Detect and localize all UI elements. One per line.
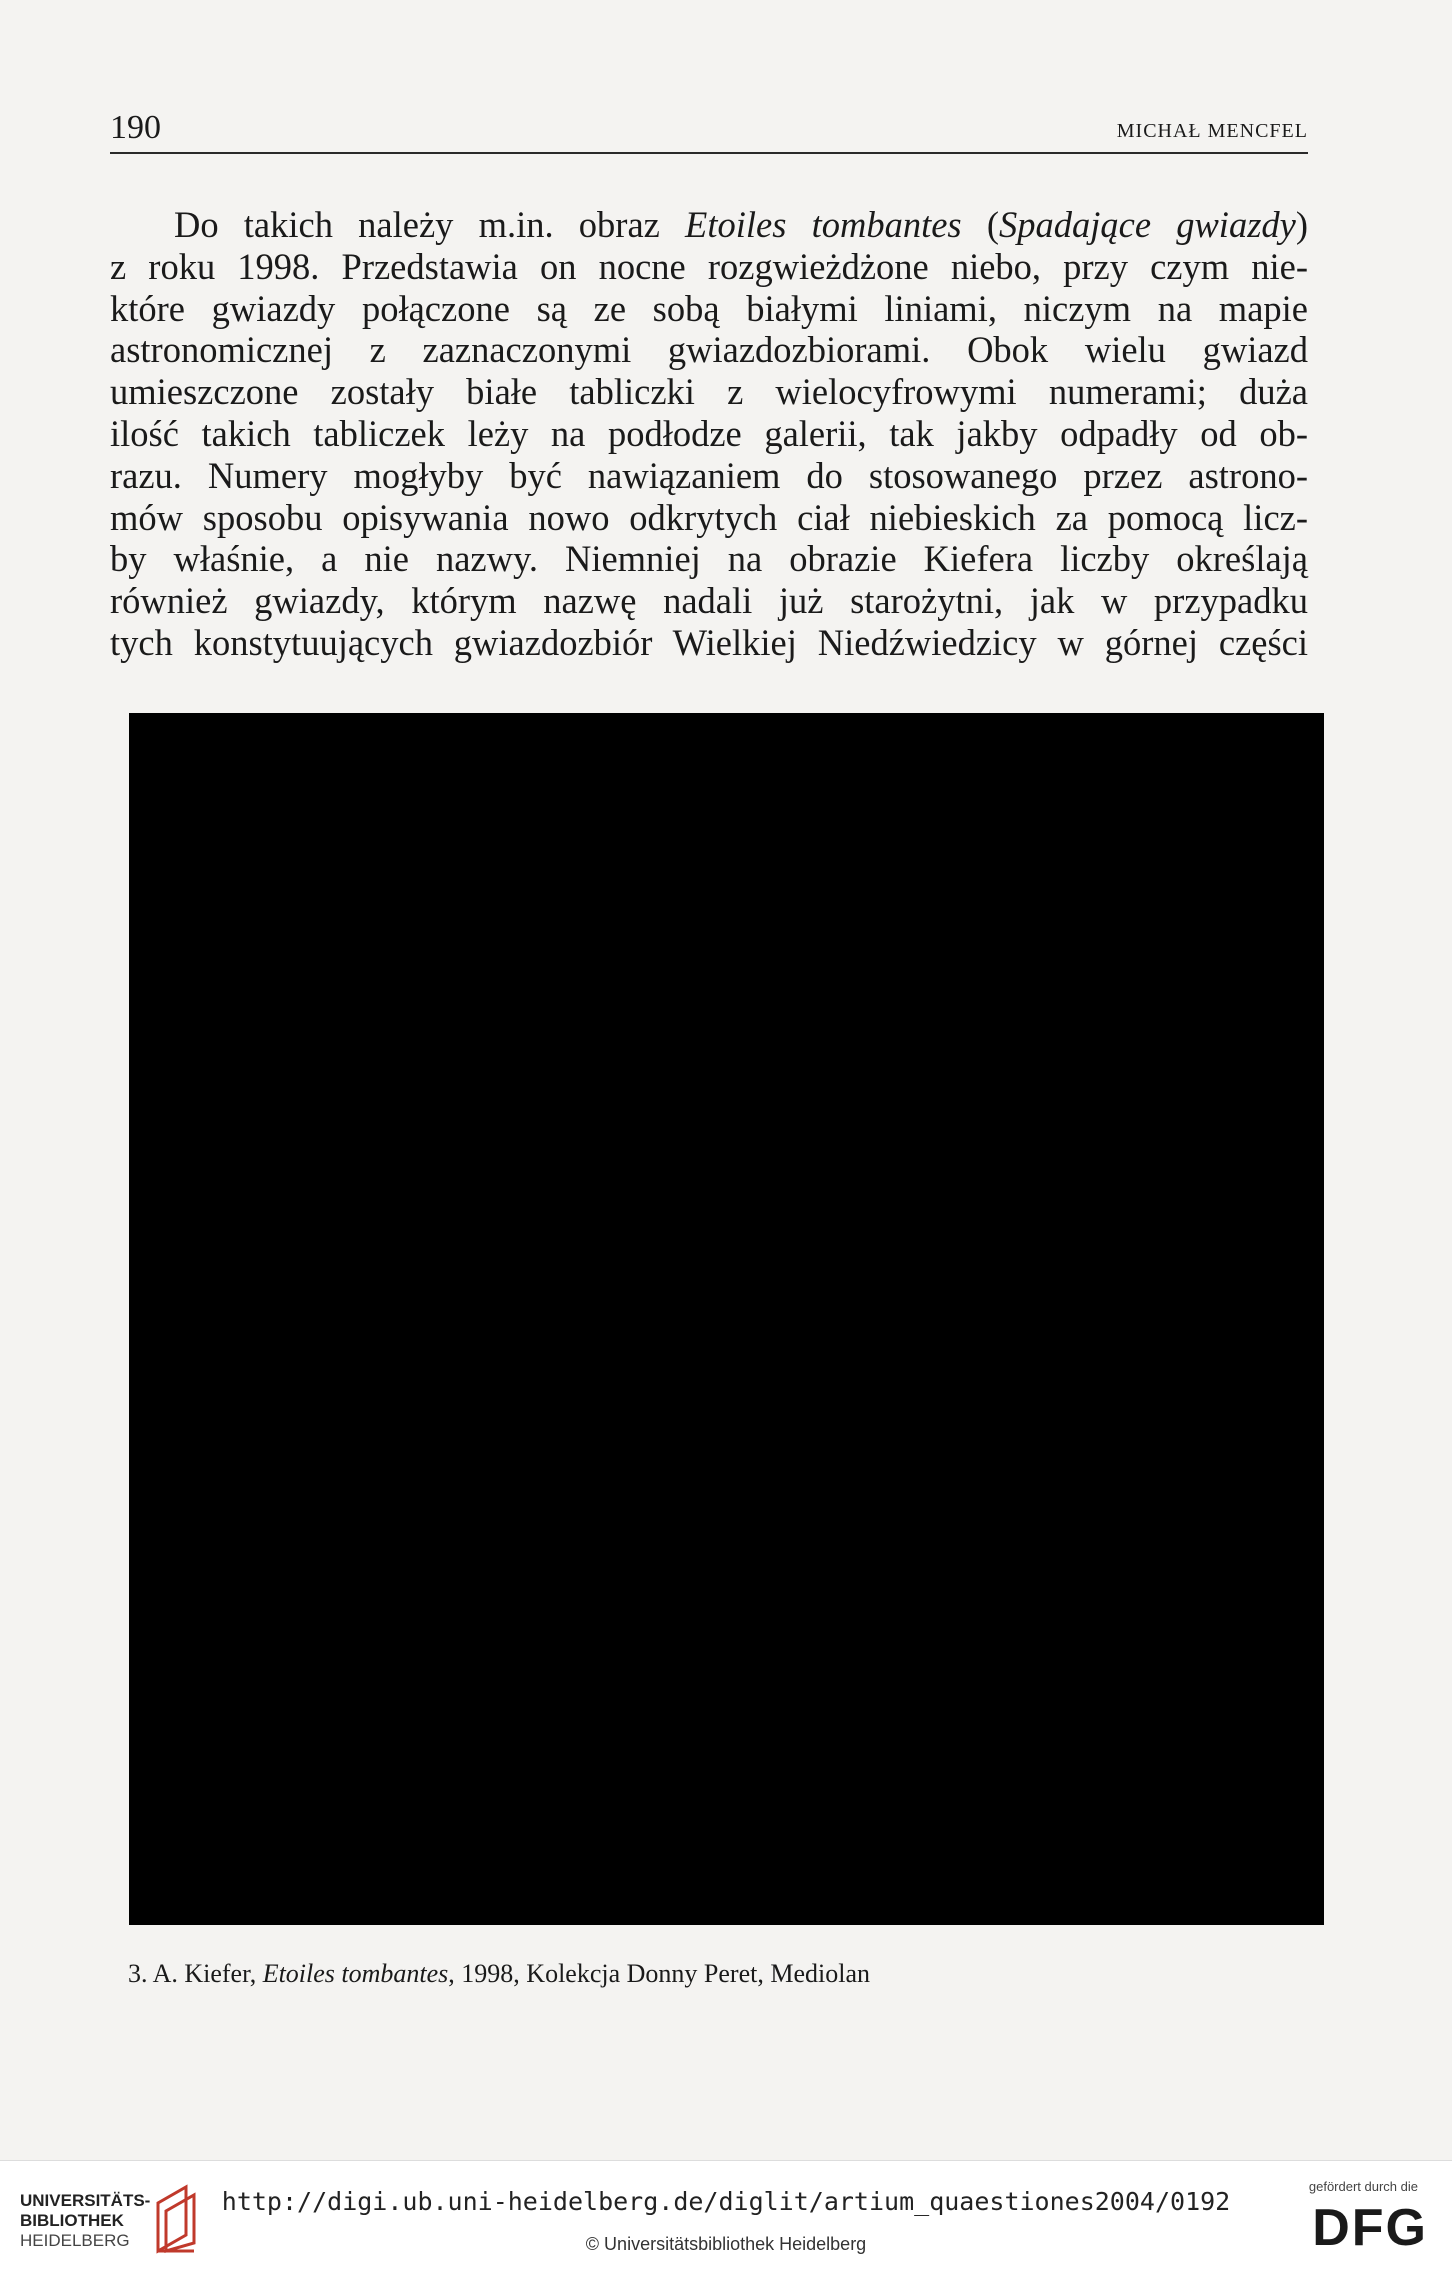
page-number: 190 xyxy=(110,109,161,146)
text-line: tych konstytuujących gwiazdozbiór Wielkiej Niedźwiedzicy w górnej części xyxy=(110,621,1308,663)
copyright-notice: © Universitätsbibliothek Heidelberg xyxy=(585,2234,867,2254)
figure-black-image xyxy=(129,713,1324,1925)
text-line: z roku 1998. Przedstawia on nocne rozgwieżdżone niebo, przy czym nie- xyxy=(110,245,1308,287)
source-url-link[interactable]: http://digi.ub.uni-heidelberg.de/diglit/artium_quaestiones2004/0192 xyxy=(221,2187,1231,2216)
text-line: razu. Numery mogłyby być nawiązaniem do stosowanego przez astrono- xyxy=(110,454,1308,496)
italic-title: Etoiles tombantes xyxy=(685,204,962,245)
text-line: umieszczone zostały białe tabliczki z wielocyfrowymi numerami; duża xyxy=(110,371,1308,413)
italic-title-translation: Spadające gwiazdy xyxy=(998,204,1296,245)
body-paragraph xyxy=(110,204,1308,664)
text-line: ilość takich tabliczek leży na podłodze galerii, tak jakby odpadły od ob- xyxy=(110,412,1308,454)
library-name-line: BIBLIOTHEK xyxy=(20,2211,124,2230)
funding-label: gefördert durch die xyxy=(1308,2179,1418,2194)
running-header xyxy=(110,108,1308,154)
library-name-line: UNIVERSITÄTS- xyxy=(20,2191,151,2210)
text-line: Do takich należy m.in. obraz Etoiles tombantes (Spadające gwiazdy) xyxy=(174,204,1309,245)
caption-italic-title: Etoiles tombantes xyxy=(262,1959,449,1988)
text-line: mów sposobu opisywania nowo odkrytych ciał niebieskich za pomocą licz- xyxy=(110,496,1308,538)
library-name-line: HEIDELBERG xyxy=(20,2231,130,2250)
digitization-footer xyxy=(0,2160,1452,2270)
text-line: by właśnie, a nie nazwy. Niemniej na obrazie Kiefera liczby określają xyxy=(110,538,1308,580)
text-line: również gwiazdy, którym nazwę nadali już starożytni, jak w przypadku xyxy=(110,580,1308,622)
figure-caption: 3. A. Kiefer, Etoiles tombantes, 1998, Kolekcja Donny Peret, Mediolan xyxy=(128,1959,870,1988)
text-line: które gwiazdy połączone są ze sobą białymi liniami, niczym na mapie xyxy=(110,287,1308,329)
text-line: astronomicznej z zaznaczonymi gwiazdozbiorami. Obok wielu gwiazd xyxy=(110,329,1308,371)
running-head-author: MICHAŁ MENCFEL xyxy=(1116,120,1308,142)
dfg-logo: DFG xyxy=(1312,2199,1428,2257)
